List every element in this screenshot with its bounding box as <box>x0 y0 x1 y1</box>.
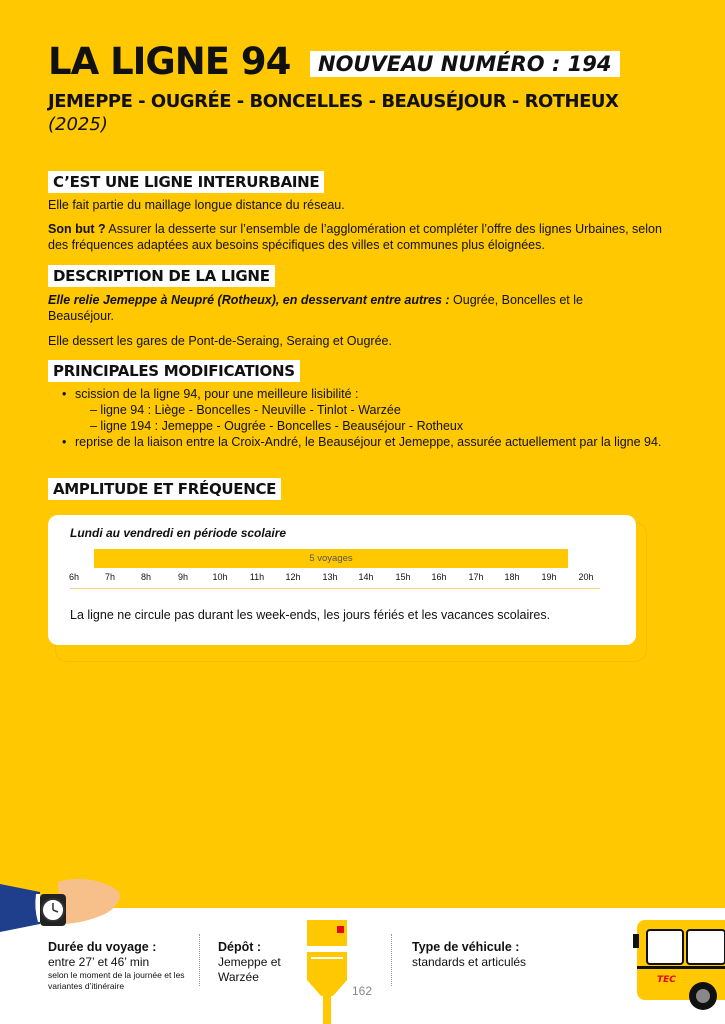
schedule-card <box>48 515 636 645</box>
vehicle-value: standards et articulés <box>412 955 527 969</box>
list-item-text: reprise de la liaison entre la Croix-André, le Beauséjour et Jemeppe, assurée actuellement par la ligne 94. <box>75 435 662 449</box>
goal-label: Son but ? <box>48 222 106 236</box>
new-number-badge: NOUVEAU NUMÉRO : 194 <box>310 51 620 77</box>
schedule-title: Lundi au vendredi en période scolaire <box>70 526 287 540</box>
duration-info <box>48 940 208 992</box>
axis-line <box>70 588 600 589</box>
depot-label: Dépôt : <box>218 940 262 954</box>
bus-stop-icon <box>305 918 351 1024</box>
route-year: (2025) <box>48 114 108 135</box>
bus-logo: TEC <box>657 975 676 985</box>
list-sub-item: – ligne 194 : Jemeppe - Ougrée - Boncelles - Beauséjour - Rotheux <box>90 419 464 433</box>
footer-divider <box>199 934 200 986</box>
depot-info <box>218 940 298 985</box>
page-title: LA LIGNE 94 <box>48 40 291 83</box>
wrist-watch-icon <box>0 872 130 942</box>
modifications-list <box>62 386 662 450</box>
vehicle-label: Type de véhicule : <box>412 940 520 954</box>
hour-label: 7h <box>104 572 116 582</box>
list-sub-item: – ligne 94 : Liège - Boncelles - Neuville - Tinlot - Warzée <box>90 403 401 417</box>
route-text: JEMEPPE - OUGRÉE - BONCELLES - BEAUSÉJOUR - ROTHEUX <box>48 91 619 112</box>
duration-note: selon le moment de la journée et les variantes d’itinéraire <box>48 970 185 991</box>
list-item-text: scission de la ligne 94, pour une meilleure lisibilité : <box>75 387 359 401</box>
section-text: Elle fait partie du maillage longue distance du réseau. <box>48 198 345 212</box>
hour-label: 14h <box>358 572 374 582</box>
depot-value: Jemeppe et Warzée <box>218 955 281 984</box>
section-text <box>48 221 668 253</box>
hour-label: 10h <box>212 572 228 582</box>
hour-label: 6h <box>68 572 80 582</box>
schedule-note: La ligne ne circule pas durant les week-ends, les jours fériés et les vacances scolaires. <box>70 608 551 622</box>
hour-label: 15h <box>395 572 411 582</box>
footer-divider <box>391 934 392 986</box>
bus-icon <box>633 920 725 1016</box>
hour-label: 8h <box>140 572 152 582</box>
service-bar: 5 voyages <box>94 549 568 568</box>
section-heading-description: DESCRIPTION DE LA LIGNE <box>48 265 275 287</box>
section-heading-frequency: AMPLITUDE ET FRÉQUENCE <box>48 478 281 500</box>
list-item: • reprise de la liaison entre la Croix-André, le Beauséjour et Jemeppe, assurée actuellement par la ligne 94. <box>62 435 662 449</box>
section-heading-interurban: C’EST UNE LIGNE INTERURBAINE <box>48 171 324 193</box>
duration-label: Durée du voyage : <box>48 940 157 954</box>
hour-label: 12h <box>285 572 301 582</box>
hour-label: 18h <box>504 572 520 582</box>
description-text: Ougrée, Boncelles et le Beauséjour. <box>48 293 583 323</box>
hour-label: 13h <box>322 572 338 582</box>
section-text <box>48 292 628 324</box>
description-emphasis: Elle relie Jemeppe à Neupré (Rotheux), en desservant entre autres : <box>48 293 450 307</box>
hour-label: 19h <box>541 572 557 582</box>
hour-axis <box>48 572 636 588</box>
hour-label: 16h <box>431 572 447 582</box>
duration-value: entre 27’ et 46’ min <box>48 955 150 969</box>
hour-label: 11h <box>249 572 265 582</box>
section-text: Elle dessert les gares de Pont-de-Seraing, Seraing et Ougrée. <box>48 334 392 348</box>
page-number: 162 <box>352 984 373 998</box>
vehicle-info <box>412 940 582 970</box>
list-item: • scission de la ligne 94, pour une meilleure lisibilité : – ligne 94 : Liège - Boncelles - Neuville - Tinlot - Warzée – ligne 194 : Jemeppe - Ougrée - Boncelles - Beauséjour - Rotheux <box>62 386 662 434</box>
goal-text: Assurer la desserte sur l’ensemble de l’agglomération et compléter l’offre des lignes Urbaines, selon des fréquences adaptées aux besoins spécifiques des villes et communes plus éloignées. <box>48 222 662 252</box>
route-subtitle <box>48 90 648 136</box>
hour-label: 17h <box>468 572 484 582</box>
hour-label: 9h <box>177 572 189 582</box>
section-heading-modifications: PRINCIPALES MODIFICATIONS <box>48 360 300 382</box>
hour-label: 20h <box>578 572 594 582</box>
